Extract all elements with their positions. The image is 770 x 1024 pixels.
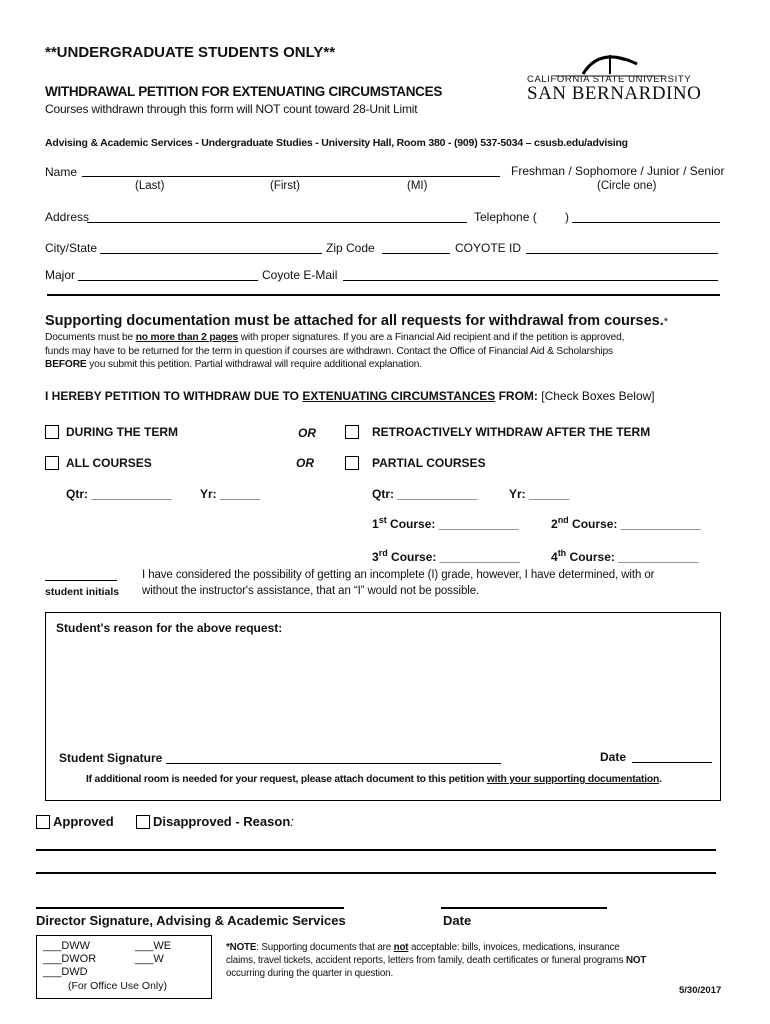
reason-box[interactable] xyxy=(45,612,721,801)
zip-field[interactable] xyxy=(382,253,450,254)
major-field[interactable] xyxy=(78,280,258,281)
partial-courses-label: PARTIAL COURSES xyxy=(372,456,486,470)
or-label-2: OR xyxy=(296,456,314,470)
logo-bottom-text: SAN BERNARDINO xyxy=(527,83,702,104)
course-1-text: Course: ____________ xyxy=(386,517,519,531)
revision-date: 5/30/2017 xyxy=(679,985,722,996)
course-2-sup: nd xyxy=(557,515,569,525)
support-paragraph-1 xyxy=(45,332,624,343)
course-1-field[interactable] xyxy=(372,515,519,531)
approved-label: Approved xyxy=(53,814,114,829)
student-signature-label: Student Signature xyxy=(59,751,163,765)
director-date-label: Date xyxy=(443,913,472,928)
disapproved-checkbox[interactable] xyxy=(136,815,150,829)
retroactive-checkbox[interactable] xyxy=(345,425,359,439)
student-signature-field[interactable] xyxy=(166,763,501,764)
name-label: Name xyxy=(45,165,78,179)
support-paragraph-2: funds may have to be returned for the term in question if courses are withdrawn. Contact the Office of Financial Aid & Scholarships xyxy=(45,346,613,357)
coyote-id-label: COYOTE ID xyxy=(455,241,522,255)
office-w[interactable]: ___W xyxy=(135,953,164,965)
course-1-num: 1 xyxy=(372,517,379,531)
or-label-1: OR xyxy=(298,426,316,440)
office-dww[interactable]: ___DWW xyxy=(43,940,91,952)
major-label: Major xyxy=(45,268,76,282)
course-3-field[interactable] xyxy=(372,548,520,564)
all-courses-label: ALL COURSES xyxy=(66,456,152,470)
student-initials-field[interactable] xyxy=(45,580,117,581)
telephone-field[interactable] xyxy=(572,222,720,223)
support-heading xyxy=(45,313,668,329)
petition-statement xyxy=(45,389,655,403)
course-4-text: Course: ____________ xyxy=(566,550,699,564)
retroactive-label: RETROACTIVELY WITHDRAW AFTER THE TERM xyxy=(372,425,651,439)
office-we[interactable]: ___WE xyxy=(135,940,172,952)
disapproved-text: Disapproved - Reason xyxy=(153,814,291,829)
office-use-label: (For Office Use Only) xyxy=(68,980,167,992)
university-logo xyxy=(525,50,702,105)
support-paragraph-3 xyxy=(45,359,422,370)
course-3-sup: rd xyxy=(378,548,388,558)
course-4-sup: th xyxy=(557,548,567,558)
class-level-options[interactable]: Freshman / Sophomore / Junior / Senior xyxy=(511,164,725,178)
p1-c: with proper signatures. If you are a Financial Aid recipient and if the petition is approved, xyxy=(238,332,625,343)
note-not: not xyxy=(393,942,409,953)
telephone-close-paren: ) xyxy=(565,210,569,224)
address-field[interactable] xyxy=(87,222,467,223)
p1-a: Documents must be xyxy=(45,332,136,343)
initials-statement-1: I have considered the possibility of getting an incomplete (I) grade, however, I have determined, with or xyxy=(142,569,655,581)
reason-line-2[interactable] xyxy=(36,872,716,874)
during-term-label: DURING THE TERM xyxy=(66,425,178,439)
name-field[interactable] xyxy=(82,176,500,177)
last-label: (Last) xyxy=(135,180,165,192)
disapproved-colon: : xyxy=(290,814,294,829)
director-date-line[interactable] xyxy=(441,907,607,909)
note-line-1 xyxy=(226,942,620,953)
all-courses-checkbox[interactable] xyxy=(45,456,59,470)
telephone-label: Telephone ( xyxy=(474,210,537,224)
petition-extenuating: EXTENUATING CIRCUMSTANCES xyxy=(302,389,496,403)
reason-date-label: Date xyxy=(600,750,627,764)
note-bold: *NOTE xyxy=(226,942,257,953)
students-only-heading: **UNDERGRADUATE STUDENTS ONLY** xyxy=(45,44,336,61)
form-title: WITHDRAWAL PETITION FOR EXTENUATING CIRCUMSTANCES xyxy=(45,84,443,99)
course-2-field[interactable] xyxy=(551,515,701,531)
course-1-sup: st xyxy=(378,515,387,525)
citystate-label: City/State xyxy=(45,241,98,255)
support-heading-text: Supporting documentation must be attached for all requests for withdrawal from courses. xyxy=(45,313,664,329)
reason-note-a: If additional room is needed for your request, please attach document to this petition xyxy=(86,774,487,785)
office-dwor[interactable]: ___DWOR xyxy=(43,953,97,965)
p3-rest: you submit this petition. Partial withdrawal will require additional explanation. xyxy=(86,359,422,370)
first-label: (First) xyxy=(270,180,301,192)
partial-courses-checkbox[interactable] xyxy=(345,456,359,470)
note-line2-text: claims, travel tickets, accident reports, letters from family, death certificates or funeral programs xyxy=(226,955,626,966)
zip-label: Zip Code xyxy=(326,241,375,255)
student-initials-label: student initials xyxy=(45,586,120,598)
director-signature-label: Director Signature, Advising & Academic Services xyxy=(36,913,346,928)
note-b: acceptable: bills, invoices, medications, insurance xyxy=(408,942,620,953)
logo-top-text: CALIFORNIA STATE UNIVERSITY xyxy=(527,74,692,85)
form-subtitle: Courses withdrawn through this form will NOT count toward 28-Unit Limit xyxy=(45,102,418,116)
office-dwd[interactable]: ___DWD xyxy=(43,966,88,978)
circle-one-label: (Circle one) xyxy=(597,180,657,192)
address-label: Address xyxy=(45,210,90,224)
course-2-num: 2 xyxy=(551,517,558,531)
email-label: Coyote E-Mail xyxy=(262,268,338,282)
yr-left-field[interactable]: Yr: ______ xyxy=(200,487,261,501)
course-3-text: Course: ____________ xyxy=(387,550,520,564)
reason-note-b: with your supporting documentation xyxy=(486,774,660,785)
course-4-field[interactable] xyxy=(551,548,698,564)
coyote-id-field[interactable] xyxy=(526,253,718,254)
p3-before: BEFORE xyxy=(45,359,87,370)
p1-b: no more than 2 pages xyxy=(135,332,239,343)
reason-date-field[interactable] xyxy=(632,762,712,763)
yr-right-field[interactable]: Yr: ______ xyxy=(509,487,570,501)
petition-lead: I HEREBY PETITION TO WITHDRAW DUE TO xyxy=(45,389,303,403)
support-heading-asterisk: * xyxy=(663,316,669,328)
course-4-num: 4 xyxy=(551,550,558,564)
petition-check: [Check Boxes Below] xyxy=(537,389,655,403)
director-signature-line[interactable] xyxy=(36,907,344,909)
initials-statement-2: without the instructor's assistance, that an “I” would not be possible. xyxy=(142,585,480,597)
reason-note xyxy=(86,774,662,785)
reason-note-c: . xyxy=(659,774,662,785)
reason-line-1[interactable] xyxy=(36,849,716,851)
during-term-checkbox[interactable] xyxy=(45,425,59,439)
note-line-3: occurring during the quarter in question. xyxy=(226,968,394,979)
email-field[interactable] xyxy=(343,280,718,281)
contact-info: Advising & Academic Services - Undergraduate Studies - University Hall, Room 380 - (909) 537-5034 – csusb.edu/advising xyxy=(45,137,628,149)
qtr-left-field[interactable]: Qtr: ____________ xyxy=(66,487,172,501)
course-3-num: 3 xyxy=(372,550,379,564)
section-divider xyxy=(47,294,720,296)
approved-checkbox[interactable] xyxy=(36,815,50,829)
citystate-field[interactable] xyxy=(100,253,322,254)
note-a: : Supporting documents that are xyxy=(256,942,394,953)
note-NOT: NOT xyxy=(625,955,647,966)
mi-label: (MI) xyxy=(407,180,428,192)
disapproved-label xyxy=(153,814,294,829)
qtr-right-field[interactable]: Qtr: ____________ xyxy=(372,487,478,501)
reason-label: Student's reason for the above request: xyxy=(56,621,283,635)
course-2-text: Course: ____________ xyxy=(568,517,701,531)
petition-from: FROM: xyxy=(495,389,538,403)
note-line-2 xyxy=(226,955,646,966)
